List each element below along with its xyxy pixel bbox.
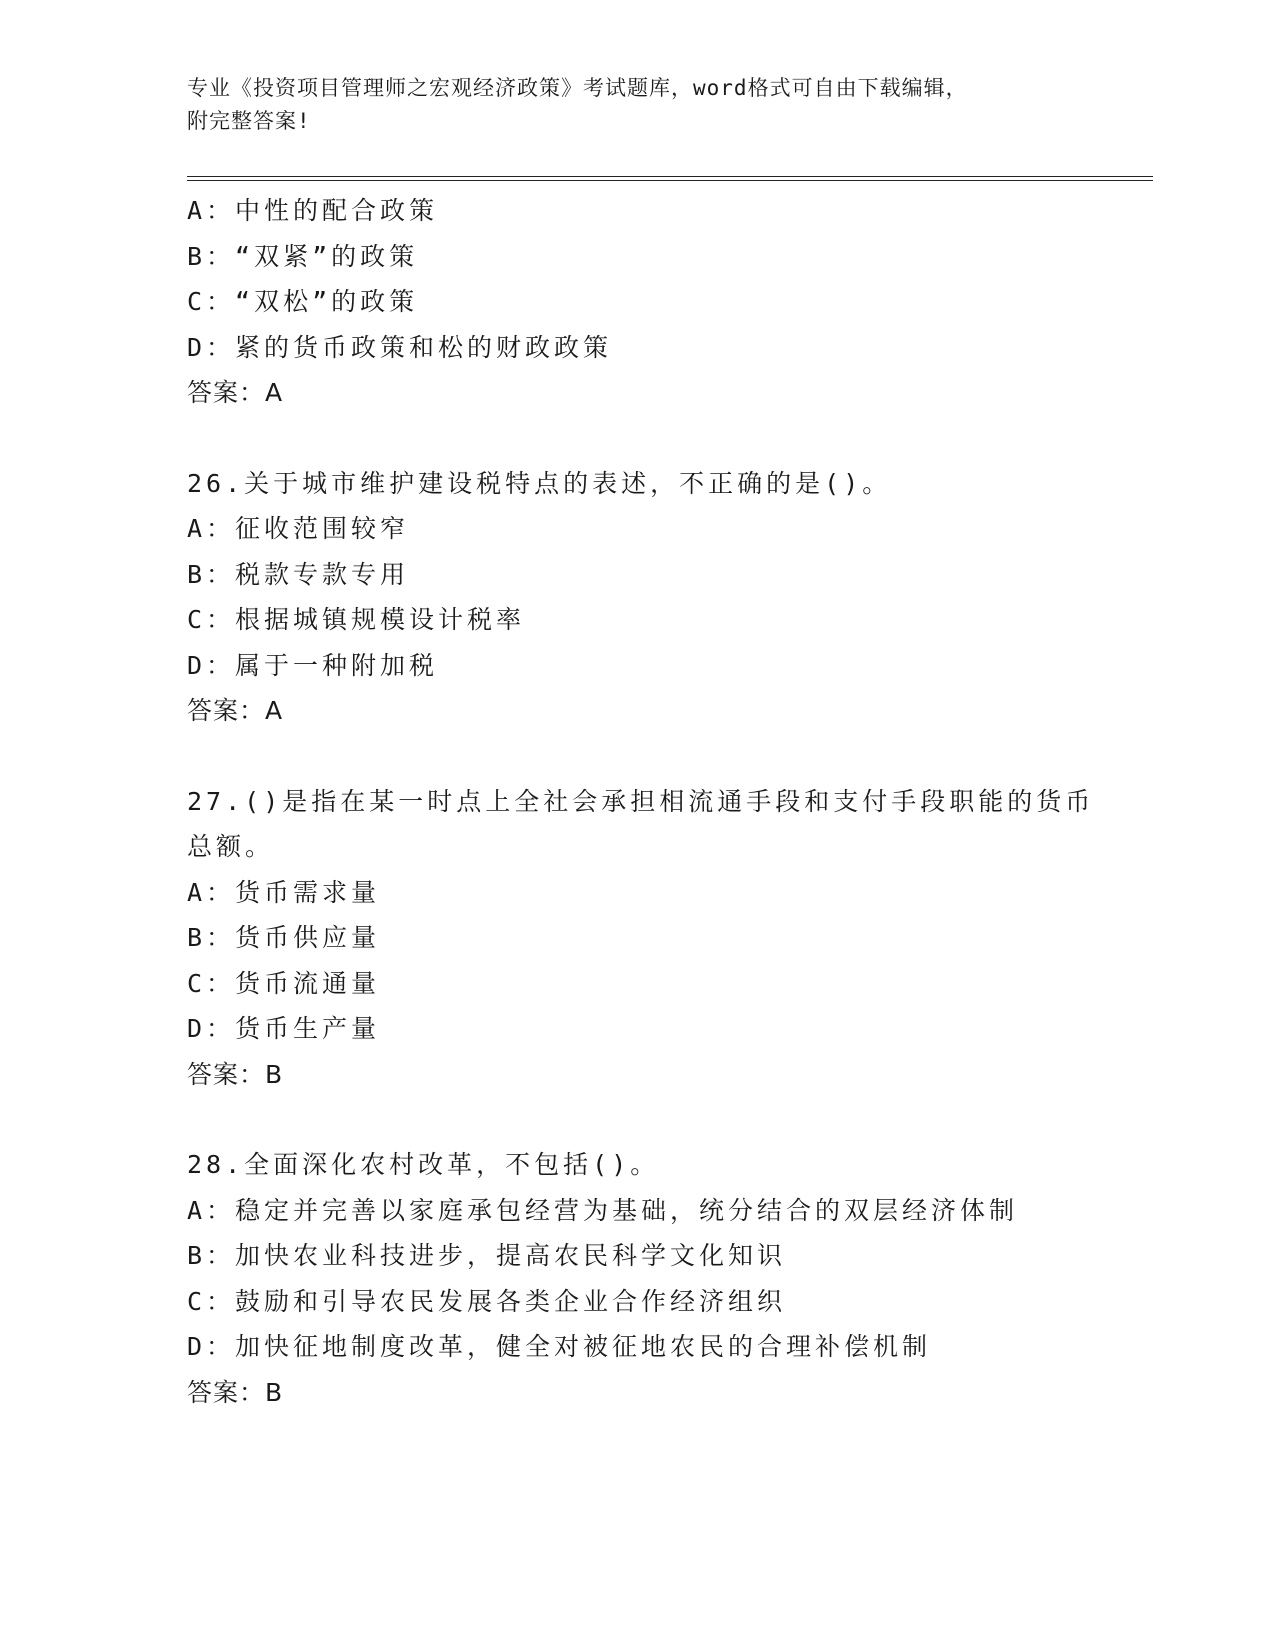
question-list [187, 188, 1167, 1415]
option-b: B：税款专款专用 [187, 559, 410, 589]
answer-line: 答案：B [187, 1377, 284, 1407]
option-a: A：货币需求量 [187, 877, 381, 907]
option-b: B：加快农业科技进步，提高农民科学文化知识 [187, 1241, 787, 1270]
option-c: C：“双松”的政策 [187, 287, 419, 316]
option-d: D：紧的货币政策和松的财政政策 [187, 332, 613, 362]
question-stem-continued: 总额。 [187, 832, 275, 861]
answer-line: 答案：A [187, 696, 284, 725]
document-header [187, 72, 1087, 138]
header-line-2: 附完整答案! [187, 109, 311, 133]
option-c: C：货币流通量 [187, 968, 381, 998]
option-a: A：征收范围较窄 [187, 514, 410, 543]
question-stem: 28.全面深化农村改革，不包括()。 [187, 1150, 660, 1179]
header-line-1: 专业《投资项目管理师之宏观经济政策》考试题库，word格式可自由下载编辑， [187, 76, 968, 100]
question-28 [187, 1142, 1167, 1415]
option-c: C：根据城镇规模设计税率 [187, 605, 526, 634]
question-26 [187, 461, 1167, 734]
option-d: D：货币生产量 [187, 1014, 381, 1043]
question-stem: 27.()是指在某一时点上全社会承担相流通手段和支付手段职能的货币 [187, 786, 1095, 816]
option-c: C：鼓励和引导农民发展各类企业合作经济组织 [187, 1286, 787, 1316]
answer-line: 答案：A [187, 378, 284, 407]
option-b: B：货币供应量 [187, 923, 381, 952]
option-d: D：加快征地制度改革，健全对被征地农民的合理补偿机制 [187, 1332, 932, 1361]
partial-question-block [187, 188, 1167, 416]
answer-line: 答案：B [187, 1059, 284, 1089]
header-divider-bottom [187, 180, 1153, 181]
option-a: A：稳定并完善以家庭承包经营为基础，统分结合的双层经济体制 [187, 1195, 1019, 1225]
question-27 [187, 779, 1167, 1098]
option-d: D：属于一种附加税 [187, 650, 439, 680]
option-a: A：中性的配合政策 [187, 196, 439, 225]
option-b: B：“双紧”的政策 [187, 241, 419, 271]
header-divider-top [187, 176, 1153, 177]
question-stem: 26.关于城市维护建设税特点的表述，不正确的是()。 [187, 468, 892, 498]
